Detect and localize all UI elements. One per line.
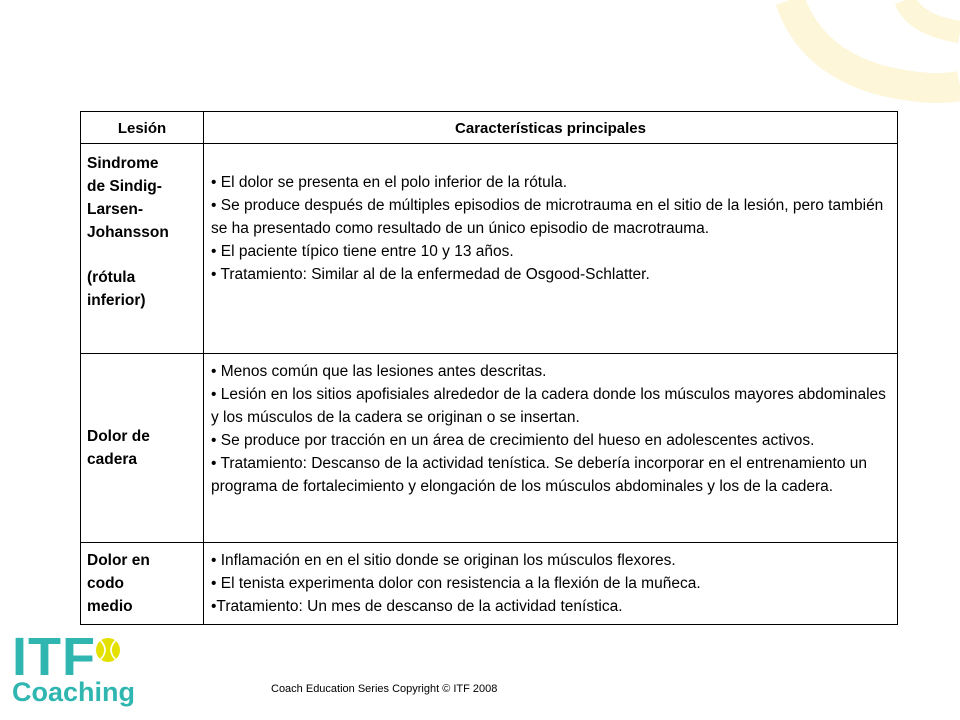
lesion-line: Dolor de: [87, 428, 150, 445]
table-header-row: [81, 112, 898, 144]
feature-item: • El paciente típico tiene entre 10 y 13 años.: [211, 243, 514, 260]
feature-item: • Menos común que las lesiones antes descritas.: [211, 363, 547, 380]
feature-item: • Se produce después de múltiples episodios de microtrauma en el sitio de la lesión, pero también se ha presentado como resultado de un único episodio de macrotrauma.: [211, 197, 884, 237]
lesion-line: Sindrome: [87, 155, 159, 172]
footer-copyright: Coach Education Series Copyright © ITF 2008: [271, 683, 498, 695]
lesion-line: Johansson: [87, 224, 169, 241]
table-row: [81, 144, 898, 354]
feature-item: • Tratamiento: Descanso de la actividad tenística. Se debería incorporar en el entrenamiento un programa de fortalecimiento y elongación de los músculos abdominales y los de la cadera.: [211, 455, 867, 495]
feature-item: • Inflamación en en el sitio donde se originan los músculos flexores.: [211, 552, 676, 569]
feature-item: • Se produce por tracción en un área de crecimiento del hueso en adolescentes activos.: [211, 432, 815, 449]
feature-item: • El tenista experimenta dolor con resistencia a la flexión de la muñeca.: [211, 575, 701, 592]
lesion-line: (rótula: [87, 269, 136, 286]
features-cell: [204, 543, 898, 625]
table-row: [81, 543, 898, 625]
features-cell: [204, 354, 898, 543]
lesion-cell: [81, 144, 204, 354]
lesion-line: Dolor en: [87, 552, 150, 569]
tennis-ball-arc-decoration-inner: [905, 0, 960, 32]
lesion-cell: [81, 543, 204, 625]
lesion-line: cadera: [87, 451, 137, 468]
logo-coaching-text: Coaching: [12, 677, 136, 707]
tennis-ball-seam: [96, 638, 120, 662]
feature-item: • El dolor se presenta en el polo inferior de la rótula.: [211, 174, 568, 191]
lesion-line: inferior): [87, 292, 146, 309]
lesion-line: medio: [87, 598, 133, 615]
tennis-ball-icon: [96, 638, 120, 662]
lesion-line: Larsen-: [87, 201, 143, 218]
header-features: Características principales: [204, 112, 898, 144]
table-row: [81, 354, 898, 543]
header-lesion: Lesión: [81, 112, 204, 144]
logo-itf-text: ITF: [12, 627, 96, 687]
lesion-line: de Sindig-: [87, 178, 162, 195]
features-cell: [204, 144, 898, 354]
feature-item: •Tratamiento: Un mes de descanso de la actividad tenística.: [211, 598, 623, 615]
lesion-line-gap: [87, 244, 197, 266]
injury-table: [80, 111, 898, 625]
feature-item: • Lesión en los sitios apofisiales alrededor de la cadera donde los músculos mayores abdominales y los músculos de la cadera se originan o se insertan.: [211, 386, 886, 426]
feature-item: • Tratamiento: Similar al de la enfermedad de Osgood-Schlatter.: [211, 266, 650, 283]
tennis-ball-arc-decoration: [790, 0, 960, 88]
lesion-line: codo: [87, 575, 125, 592]
lesion-cell: [81, 354, 204, 543]
